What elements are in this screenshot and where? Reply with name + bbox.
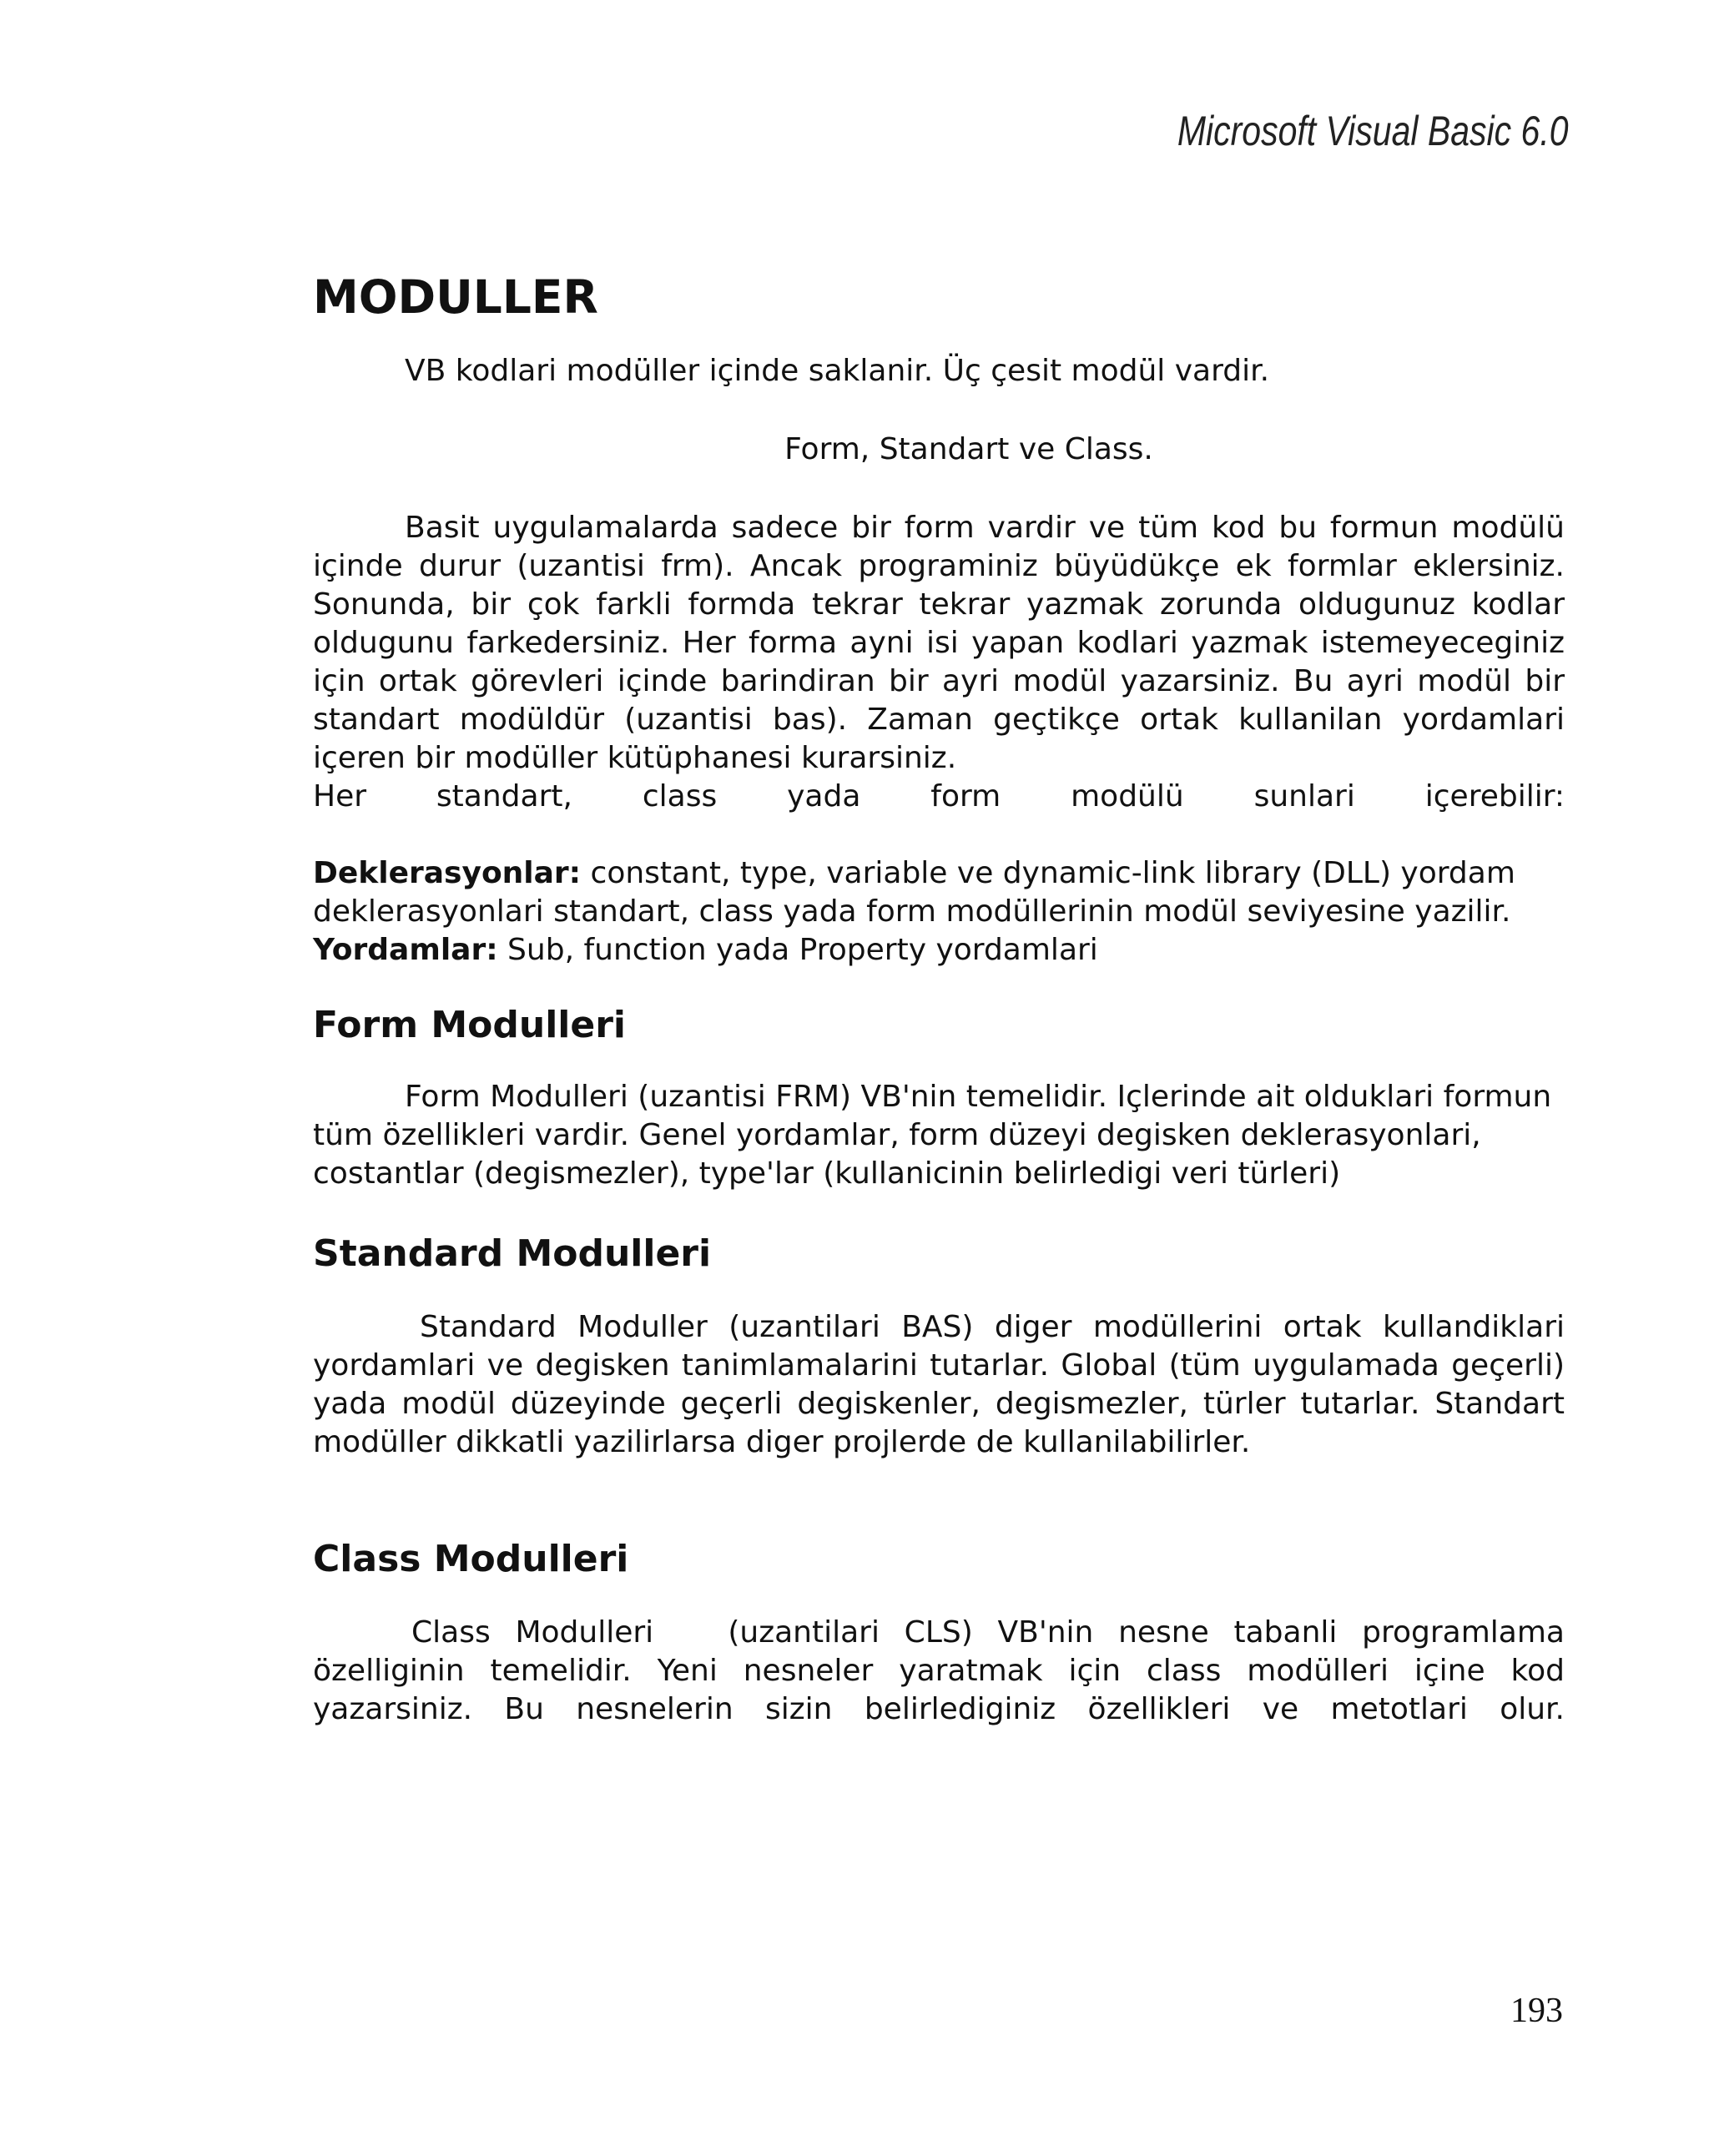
declarations-label: Deklerasyonlar: bbox=[313, 856, 582, 890]
form-modules-paragraph: Form Modulleri (uzantisi FRM) VB'nin temelidir. Içlerinde ait olduklari formun tüm özellikleri vardir. Genel yordamlar, form düzeyi degisken deklerasyonlari, costantlar (degismezler), type'lar (kullanicinin belirledigi veri türleri) bbox=[313, 1080, 1552, 1191]
module-types-line: Form, Standart ve Class. bbox=[784, 432, 1153, 466]
form-modules-heading: Form Modulleri bbox=[313, 1004, 626, 1046]
procedures-text: Sub, function yada Property yordamlari bbox=[497, 933, 1098, 967]
procedures-label: Yordamlar: bbox=[313, 933, 498, 967]
page-title: MODULLER bbox=[313, 270, 598, 324]
running-header: Microsoft Visual Basic 6.0 bbox=[1177, 108, 1569, 154]
basic-apps-paragraph: Basit uygulamalarda sadece bir form vardir ve tüm kod bu formun modülü içinde durur (uzantisi frm). Ancak programiniz büyüdükçe ek formlar eklersiniz. Sonunda, bir çok farkli formda tekrar tekrar yazmak zorunda oldugunuz kodlar oldugunu farkedersiniz. Her forma ayni isi yapan kodlari yazmak istemeyeceginiz için ortak görevleri içinde barindiran bir ayri modül yazarsiniz. Bu ayri modül bir standart modüldür (uzantisi bas). Zaman geçtikçe ortak kullanilan yordamlari içeren bir modüller kütüphanesi kurarsiniz. bbox=[313, 511, 1565, 775]
intro-paragraph: VB kodlari modüller içinde saklanir. Üç çesit modül vardir. bbox=[405, 354, 1270, 388]
page-content bbox=[313, 267, 1575, 1729]
class-modules-heading: Class Modulleri bbox=[313, 1538, 629, 1580]
module-contents-line: Her standart, class yada form modülü sunlari içerebilir: bbox=[313, 779, 1565, 814]
page-number: 193 bbox=[1510, 1992, 1563, 2030]
declarations-paragraph bbox=[313, 854, 1565, 931]
standard-modules-heading: Standard Modulleri bbox=[313, 1232, 712, 1275]
class-modules-paragraph: Class Modulleri (uzantilari CLS) VB'nin nesne tabanli programlama özelliginin temelidir. Yeni nesneler yaratmak için class modülleri içine kod yazarsiniz. Bu nesnelerin sizin belirlediginiz özellikleri ve metotlari olur. bbox=[313, 1615, 1575, 1726]
standard-modules-paragraph: Standard Moduller (uzantilari BAS) diger modüllerini ortak kullandiklari yordamlari ve degisken tanimlamalarini tutarlar. Global (tüm uygulamada geçerli) yada modül düzeyinde geçerli degiskenler, degismezler, türler tutarlar. Standart modüller dikkatli yazilirlarsa diger projlerde de kullanilabilirler. bbox=[313, 1310, 1565, 1459]
procedures-paragraph bbox=[313, 931, 1565, 970]
declarations-text: constant, type, variable ve dynamic-link library (DLL) yordam deklerasyonlari standart, class yada form modüllerinin modül seviyesine yazilir. bbox=[313, 856, 1515, 929]
